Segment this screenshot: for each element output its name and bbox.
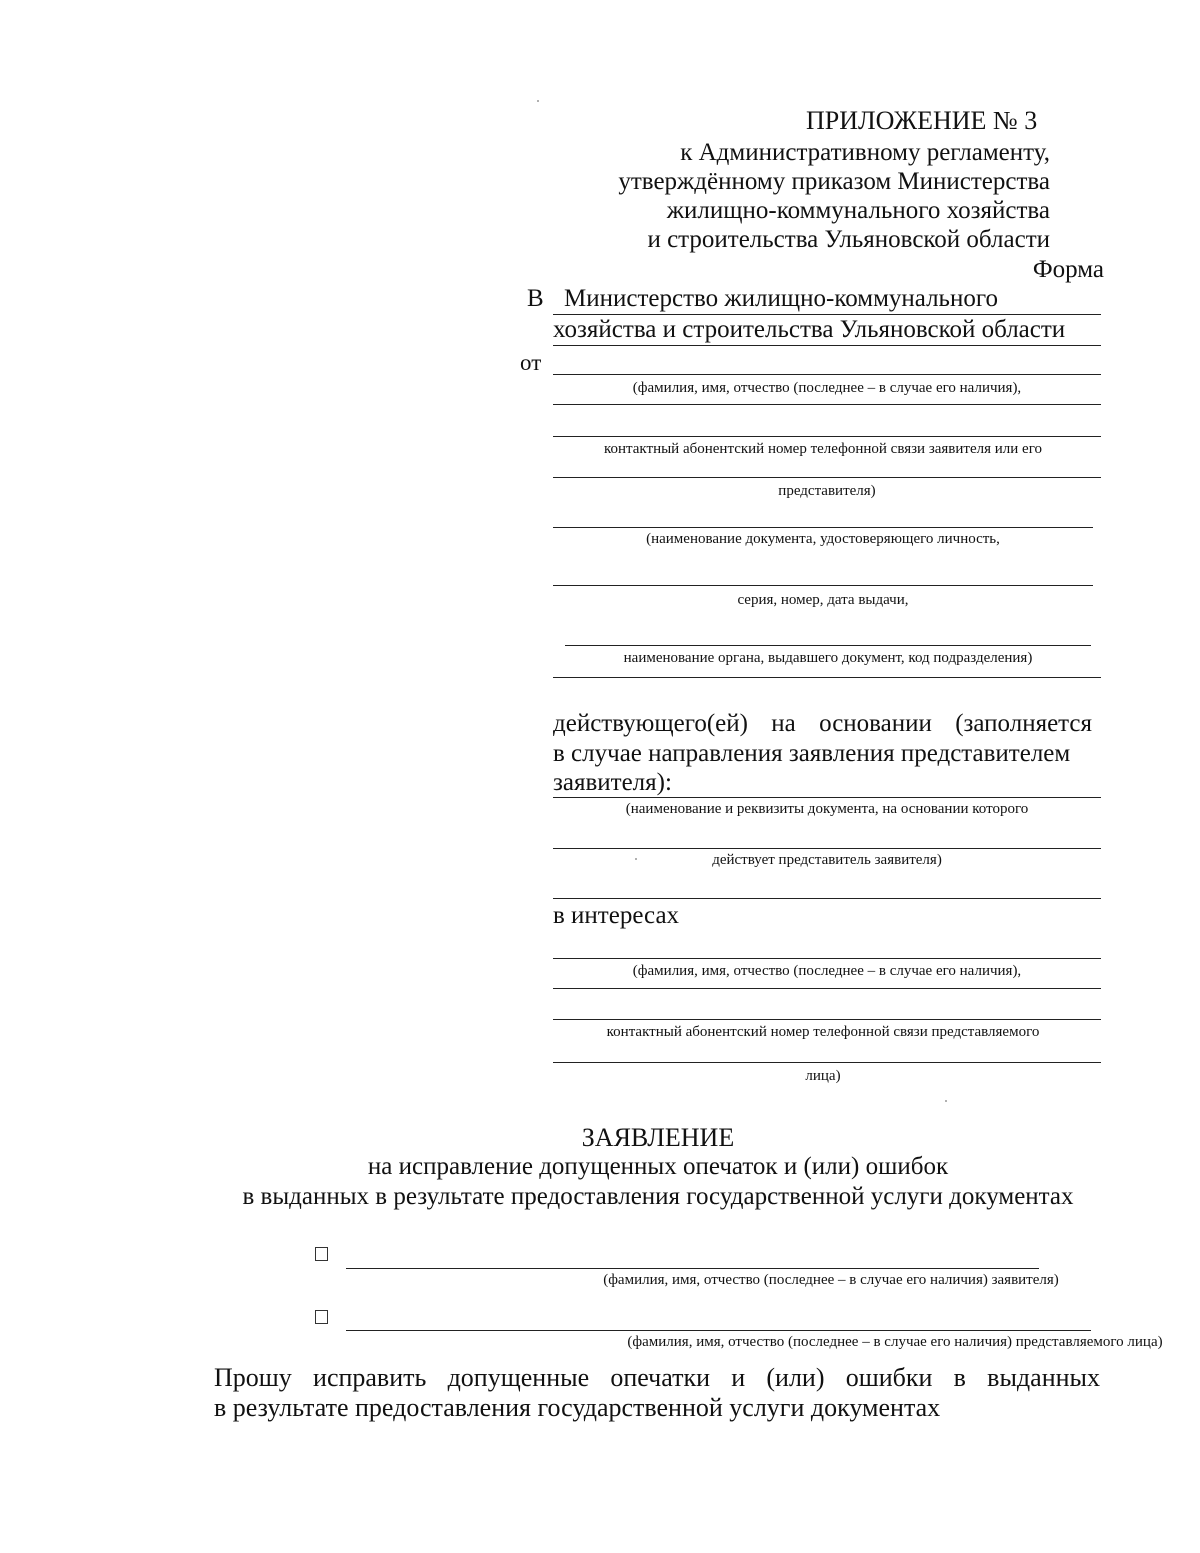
applicant-phone-line-2[interactable]	[553, 477, 1101, 478]
applicant-phone-caption-cont: представителя)	[778, 483, 876, 499]
basis-doc-caption: (наименование и реквизиты документа, на основании которого	[625, 801, 1029, 817]
addressee-prefix: В	[527, 285, 544, 312]
applicant-phone-line[interactable]	[553, 436, 1101, 437]
basis-doc-caption-cont: действует представитель заявителя)	[712, 852, 942, 868]
applicant-option-line[interactable]	[346, 1268, 1039, 1269]
scan-speck	[537, 100, 539, 102]
doc-issuer-line[interactable]	[565, 645, 1091, 646]
applicant-fio-line[interactable]	[553, 374, 1101, 375]
doc-series-line[interactable]	[553, 585, 1093, 586]
represented-phone-line[interactable]	[553, 1019, 1101, 1020]
form-label: Форма	[1032, 256, 1104, 283]
from-label: от	[520, 350, 542, 375]
addressee-line-1: Министерство жилищно-коммунального	[564, 285, 998, 312]
identity-doc-line[interactable]	[553, 527, 1093, 528]
applicant-fio-line-2[interactable]	[553, 404, 1101, 405]
appendix-title: ПРИЛОЖЕНИЕ № 3	[806, 106, 1038, 135]
represented-checkbox[interactable]	[315, 1310, 328, 1324]
statement-subtitle-1: на исправление допущенных опечаток и (или) ошибок	[367, 1153, 949, 1180]
represented-option-line[interactable]	[346, 1330, 1091, 1331]
applicant-option-caption: (фамилия, имя, отчество (последнее – в случае его наличия) заявителя)	[603, 1272, 1059, 1288]
represented-phone-line-2[interactable]	[553, 1062, 1101, 1063]
doc-series-caption: серия, номер, дата выдачи,	[737, 592, 909, 608]
represented-phone-caption: контактный абонентский номер телефонной связи представляемого	[606, 1024, 1040, 1040]
doc-issuer-caption: наименование органа, выдавшего документ, код подразделения)	[623, 650, 1033, 666]
header-line-2: утверждённому приказом Министерства	[618, 168, 1050, 195]
acting-basis-line-1: действующего(ей) на основании (заполняется	[553, 710, 1092, 737]
request-line-1: Прошу исправить допущенные опечатки и (или) ошибки в выданных	[214, 1363, 1100, 1392]
header-line-3: жилищно-коммунального хозяйства	[666, 197, 1050, 224]
header-line-1: к Административному регламенту,	[680, 139, 1050, 166]
represented-fio-line-2[interactable]	[553, 988, 1101, 989]
acting-basis-line-2: в случае направления заявления представителем	[553, 740, 1071, 767]
represented-fio-line[interactable]	[553, 958, 1101, 959]
represented-fio-caption: (фамилия, имя, отчество (последнее – в случае его наличия),	[632, 963, 1022, 979]
acting-basis-line-3: заявителя):	[553, 769, 672, 796]
represented-option-caption: (фамилия, имя, отчество (последнее – в случае его наличия) представляемого лица)	[627, 1334, 1163, 1350]
applicant-checkbox[interactable]	[315, 1247, 328, 1261]
scan-speck	[635, 858, 637, 860]
applicant-phone-caption: контактный абонентский номер телефонной связи заявителя или его	[603, 441, 1042, 457]
header-line-4: и строительства Ульяновской области	[647, 226, 1050, 253]
statement-subtitle-2: в выданных в результате предоставления государственной услуги документах	[242, 1183, 1074, 1210]
addressee-underline-2	[553, 345, 1101, 346]
statement-title: ЗАЯВЛЕНИЕ	[581, 1123, 735, 1152]
addressee-underline-1	[553, 314, 1101, 315]
request-line-2: в результате предоставления государственной услуги документах	[214, 1393, 941, 1422]
identity-doc-caption: (наименование документа, удостоверяющего личность,	[646, 531, 1000, 547]
interests-label: в интересах	[553, 902, 680, 929]
applicant-fio-caption: (фамилия, имя, отчество (последнее – в случае его наличия),	[632, 380, 1022, 396]
scan-speck	[945, 1100, 947, 1102]
represented-phone-caption-cont: лица)	[805, 1068, 841, 1084]
basis-doc-line-2[interactable]	[553, 848, 1101, 849]
basis-doc-line-3[interactable]	[553, 898, 1101, 899]
addressee-line-2: хозяйства и строительства Ульяновской области	[553, 316, 1066, 343]
basis-doc-line[interactable]	[553, 797, 1101, 798]
doc-issuer-line-2[interactable]	[553, 677, 1101, 678]
